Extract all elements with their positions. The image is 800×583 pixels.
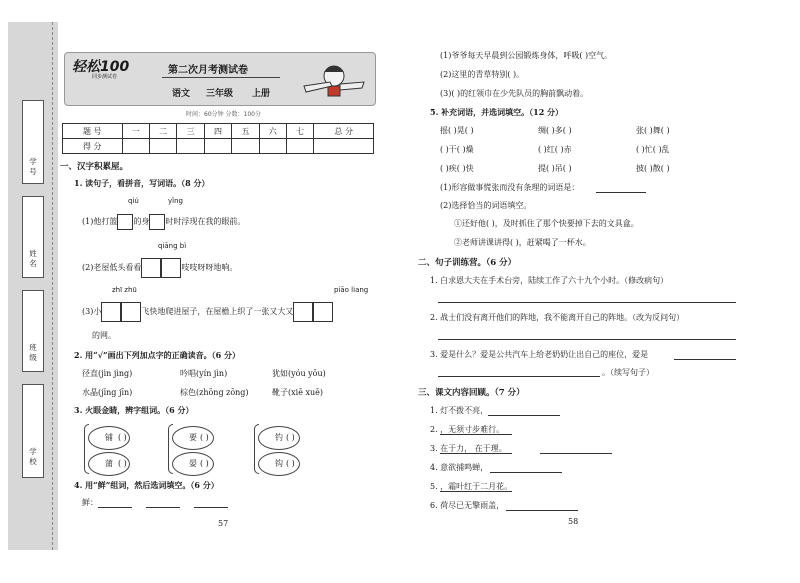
score-cell: 二	[149, 124, 176, 139]
q4-title: 4. 用“鲜”组词，然后选词填空。（6 分）	[74, 480, 219, 490]
logo: 轻松100	[72, 59, 130, 75]
student-cartoon-icon	[300, 56, 368, 100]
q1-sentence-3	[82, 302, 333, 322]
class-label: 班级	[29, 343, 37, 362]
s3-item: 4. 意欲捕鸣蝉，	[430, 463, 489, 472]
answer-line[interactable]	[440, 445, 512, 454]
text: (1)他打篮	[82, 217, 118, 226]
student-id-label: 学号	[29, 157, 37, 176]
score-cell: 题 号	[63, 124, 123, 139]
score-input[interactable]	[286, 139, 313, 154]
score-cell: 一	[122, 124, 149, 139]
q2-option[interactable]: 犹如(yóu yōu)	[272, 369, 326, 378]
school-box	[22, 384, 44, 478]
score-input[interactable]	[232, 139, 259, 154]
char-bubble: 钓	[258, 426, 300, 450]
s2-q3: 3. 爱是什么？爱是公共汽车上给老奶奶让出自己的座位，爱是	[430, 350, 649, 359]
text: 的身	[133, 217, 150, 226]
char-box[interactable]	[149, 214, 165, 230]
answer-line[interactable]	[440, 426, 512, 435]
score-input[interactable]	[122, 139, 149, 154]
pinyin: zhī zhū	[112, 286, 137, 294]
idiom-blank[interactable]: 张( )舞( )	[636, 126, 670, 135]
q4-item: (3)( )的红领巾在少先队员的胸前飘动着。	[440, 89, 589, 98]
char-box[interactable]	[117, 214, 133, 230]
char-bubble: 晏	[172, 452, 214, 476]
section-1-heading: 一、汉字积累屋。	[60, 162, 129, 172]
exam-title: 第二次月考测试卷	[168, 65, 248, 76]
answer-line[interactable]	[490, 464, 562, 473]
s2-q1: 1. 白求恩大夫在手术台旁，陆续工作了六十九个小时。（修改病句）	[430, 276, 669, 285]
s3-item: 2. ，无须寸步难行。	[430, 425, 505, 434]
answer-line[interactable]	[506, 502, 578, 511]
pinyin: yǐng	[168, 197, 183, 205]
pinyin: piāo liang	[334, 286, 369, 294]
idiom-blank[interactable]: ( )红( )赤	[538, 145, 572, 154]
q1-title: 1. 读句子，看拼音，写词语。（8 分）	[74, 178, 210, 188]
score-input[interactable]	[259, 139, 286, 154]
q2-option[interactable]: 径直(jìn jìng)	[82, 369, 133, 378]
q4-item: (1)爷爷每天早晨到公园锻炼身体，呼吸( )空气。	[440, 51, 613, 60]
score-cell: 总 分	[314, 124, 374, 139]
q2-option[interactable]: 吟唱(yín jìn)	[180, 369, 228, 378]
char-bubble: 要	[172, 426, 214, 450]
answer-line[interactable]	[488, 407, 560, 416]
answer-line[interactable]	[146, 499, 180, 508]
logo-sub: 同步测试卷	[92, 74, 118, 80]
answer-line[interactable]	[438, 331, 736, 340]
score-cell: 三	[177, 124, 204, 139]
volume: 上册	[252, 89, 271, 99]
score-value-row	[63, 139, 374, 154]
answer-paren[interactable]: ( )	[286, 459, 295, 468]
answer-line[interactable]	[98, 499, 132, 508]
q5-option-1: ①还好他( )，及时抓住了那个快要掉下去的文具盒。	[454, 219, 639, 228]
score-cell: 五	[232, 124, 259, 139]
name-label: 姓名	[29, 249, 37, 268]
seal-line	[52, 22, 53, 550]
pinyin: qiāng bì	[158, 242, 187, 250]
q2-option[interactable]: 靴子(xiē xuē)	[272, 388, 323, 397]
char-box[interactable]	[161, 258, 181, 278]
answer-line[interactable]	[440, 483, 512, 492]
school-label: 学校	[29, 447, 37, 466]
score-cell: 六	[259, 124, 286, 139]
q1-sentence-2	[82, 258, 237, 278]
idiom-blank[interactable]: ( )忙( )乱	[636, 145, 670, 154]
q5-sub2: (2)选择恰当的词语填空。	[440, 201, 532, 210]
score-input[interactable]	[177, 139, 204, 154]
idiom-blank[interactable]: 绸( )多( )	[538, 126, 572, 135]
q4-lead: 鲜：	[82, 498, 98, 507]
q5-sub1: (1)形容做事慌张而没有条理的词语是：	[440, 183, 580, 192]
class-box	[22, 290, 44, 372]
subject: 语文	[172, 89, 191, 99]
idiom-blank[interactable]: ( )疾( )快	[440, 164, 474, 173]
answer-paren[interactable]: ( )	[286, 433, 295, 442]
score-cell: 七	[286, 124, 313, 139]
q4-item: (2)这里的青草特别( )。	[440, 70, 525, 79]
answer-line[interactable]	[438, 368, 600, 377]
answer-line[interactable]	[674, 351, 736, 360]
answer-line[interactable]	[194, 499, 228, 508]
grade: 三年级	[206, 89, 234, 99]
answer-paren[interactable]: ( )	[118, 433, 127, 442]
text: 吱吱呀呀地响。	[181, 263, 238, 272]
answer-line[interactable]	[438, 294, 736, 303]
text: 飞快地爬进屋子，在屋檐上织了一张又大又	[141, 307, 294, 316]
text: 时时浮现在我的眼前。	[165, 217, 246, 226]
q2-option[interactable]: 水晶(jīng jīn)	[82, 388, 133, 397]
q2-title: 2. 用“√”画出下列加点字的正确读音。（6 分）	[74, 350, 240, 360]
answer-paren[interactable]: ( )	[118, 459, 127, 468]
pinyin: qiú	[128, 197, 139, 205]
score-cell: 得 分	[63, 139, 123, 154]
score-cell: 四	[204, 124, 231, 139]
answer-paren[interactable]: ( )	[200, 433, 209, 442]
answer-paren[interactable]: ( )	[200, 459, 209, 468]
section-2-heading: 二、句子训练营。（6 分）	[418, 258, 517, 268]
q2-option[interactable]: 棕色(zhōng zōng)	[180, 388, 249, 397]
student-id-box	[22, 100, 44, 184]
idiom-blank[interactable]: ( )干( )燥	[440, 145, 474, 154]
score-table	[62, 123, 374, 154]
s2-q3-end: 。（续写句子）	[602, 368, 654, 377]
section-3-heading: 三、课文内容回顾。（7 分）	[418, 388, 525, 398]
char-box[interactable]	[121, 302, 141, 322]
page-number-right: 58	[568, 517, 579, 526]
idiom-blank[interactable]: 提( )吊( )	[538, 164, 572, 173]
answer-line[interactable]	[540, 445, 612, 454]
s3-item: 1. 灯不拨不亮，	[430, 406, 489, 415]
idiom-blank[interactable]: 披( )散( )	[636, 164, 670, 173]
idiom-blank[interactable]: 摇( )晃( )	[440, 126, 474, 135]
char-box[interactable]	[293, 302, 313, 322]
q3-title: 3. 火眼金睛，辨字组词。（6 分）	[74, 405, 194, 415]
char-box[interactable]	[101, 302, 121, 322]
char-box[interactable]	[313, 302, 333, 322]
text: (3)小	[82, 307, 102, 316]
q5-option-2: ②老师讲课讲得( )，赶紧喝了一杯水。	[454, 238, 591, 247]
s3-item: 3. 在于力， 在于理。	[430, 444, 507, 453]
score-input[interactable]	[314, 139, 374, 154]
q1-sentence-3-end: 的网。	[92, 331, 116, 340]
title-rule	[162, 77, 280, 78]
score-input[interactable]	[204, 139, 231, 154]
s3-item: 6. 荷尽已无擎雨盖，	[430, 501, 505, 510]
s2-q2: 2. 战士们没有离开他们的阵地，我不能离开自己的阵地。（改为反问句）	[430, 313, 685, 322]
time-score-line: 时间：60分钟 分数：100分	[186, 111, 261, 118]
char-bubble: 蒲	[88, 452, 130, 476]
q5-title: 5. 补充词语，并选词填空。（12 分）	[430, 107, 564, 117]
q1-sentence-1	[82, 214, 245, 230]
score-input[interactable]	[149, 139, 176, 154]
char-bubble: 铺	[88, 426, 130, 450]
page-number-left: 57	[218, 519, 229, 528]
s3-item: 5. ，霜叶红于二月花。	[430, 482, 513, 491]
name-box	[22, 196, 44, 278]
char-box[interactable]	[141, 258, 161, 278]
score-header-row	[63, 124, 374, 139]
text: (2)老屋低头看看	[82, 263, 142, 272]
char-bubble: 钩	[258, 452, 300, 476]
answer-line[interactable]	[596, 184, 646, 193]
